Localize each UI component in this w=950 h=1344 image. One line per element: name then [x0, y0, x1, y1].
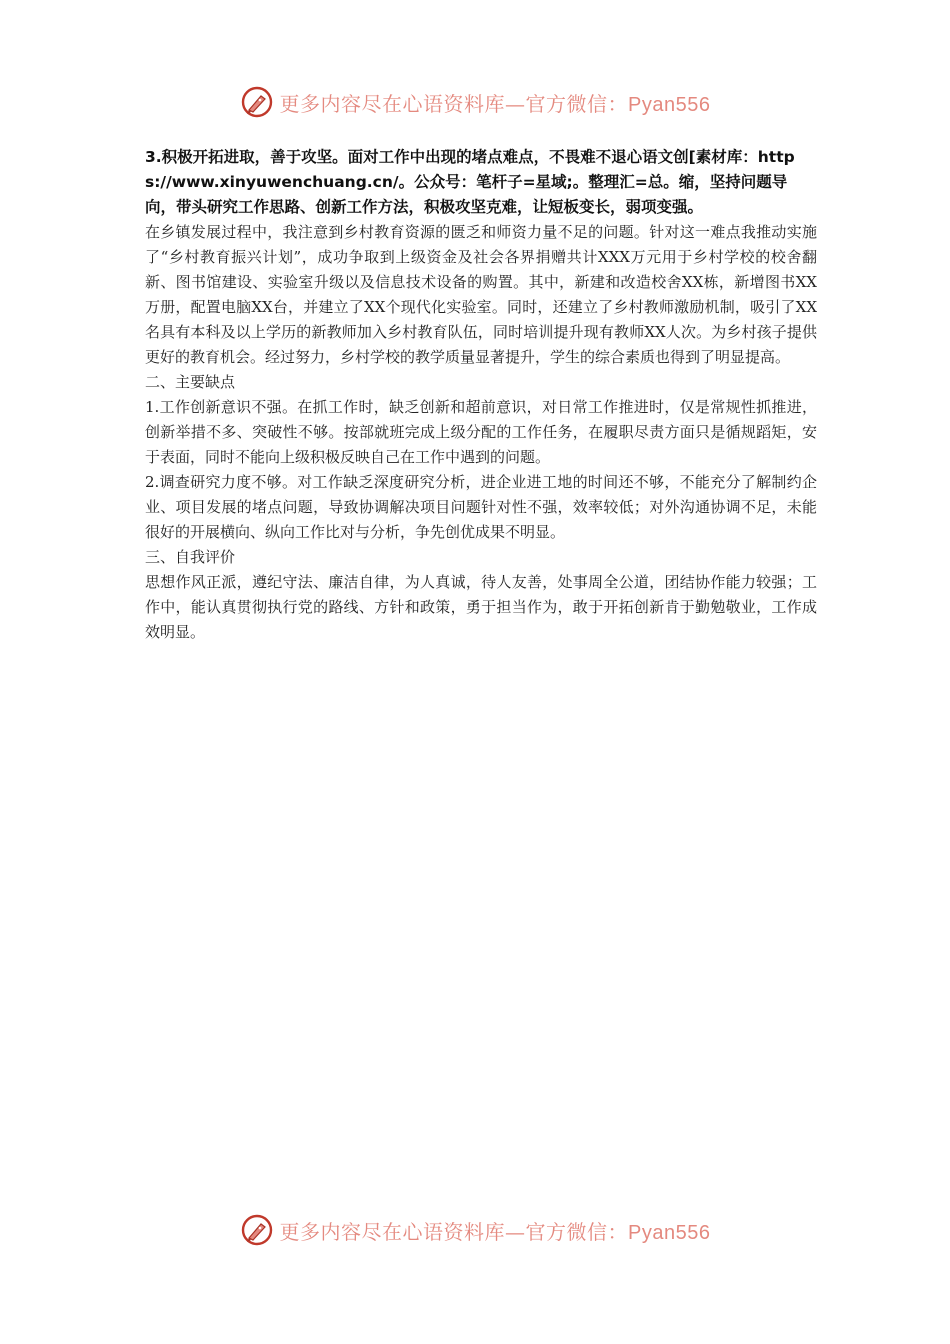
section-heading-shortcomings: 二、主要缺点 — [145, 373, 236, 391]
paragraph-innovation-weakness: 1.工作创新意识不强。在抓工作时，缺乏创新和超前意识，对日常工作推进时，仅是常规性抓推进，创新举措不多、突破性不够。按部就班完成上级分配的工作任务，在履职尽责方面只是循规蹈矩，安于表面，同时不能向上级积极反映自己在工作中遇到的问题。 — [145, 398, 817, 466]
section-heading-self-evaluation: 三、自我评价 — [145, 548, 236, 566]
pen-nib-circle-icon — [240, 1213, 274, 1247]
header-wechat-handle: Pyan556 — [628, 93, 711, 116]
header-banner — [0, 82, 950, 122]
pen-nib-circle-icon — [240, 85, 274, 119]
paragraph-rural-education: 在乡镇发展过程中，我注意到乡村教育资源的匮乏和师资力量不足的问题。针对这一难点我推动实施了“乡村教育振兴计划”，成功争取到上级资金及社会各界捐赠共计XXX万元用于乡村学校的校舍翻新、图书馆建设、实验室升级以及信息技术设备的购置。其中，新建和改造校舍XX栋，新增图书XX万册，配置电脑XX台，并建立了XX个现代化实验室。同时，还建立了乡村教师激励机制，吸引了XX名具有本科及以上学历的新教师加入乡村教育队伍，同时培训提升现有教师XX人次。为乡村孩子提供更好的教育机会。经过努力，乡村学校的教学质量显著提升，学生的综合素质也得到了明显提高。 — [145, 223, 817, 366]
paragraph-self-evaluation: 思想作风正派，遵纪守法、廉洁自律，为人真诚，待人友善，处事周全公道，团结协作能力较强；工作中，能认真贯彻执行党的路线、方针和政策，勇于担当作为，敢于开拓创新肯于勤勉敬业，工作成效明显。 — [145, 573, 817, 641]
header-text — [280, 88, 711, 117]
footer-slogan: 更多内容尽在心语资料库—官方微信： — [279, 1219, 629, 1244]
document-body — [145, 145, 817, 645]
paragraph-pioneering: 3.积极开拓进取，善于攻坚。面对工作中出现的堵点难点，不畏难不退心语文创[素材库：https://www.xinyuwenchuang.cn/。公众号：笔杆子=星域;。整理汇=总。缩，坚持问题导向，带头研究工作思路、创新工作方法，积极攻坚克难，让短板变长，弱项变强。 — [145, 148, 795, 216]
footer-banner — [0, 1210, 950, 1250]
header-slogan: 更多内容尽在心语资料库—官方微信： — [279, 91, 629, 116]
paragraph-research-weakness: 2.调查研究力度不够。对工作缺乏深度研究分析，进企业进工地的时间还不够，不能充分了解制约企业、项目发展的堵点问题，导致协调解决项目问题针对性不强，效率较低；对外沟通协调不足，未能很好的开展横向、纵向工作比对与分析，争先创优成果不明显。 — [145, 473, 817, 541]
footer-text — [280, 1216, 711, 1245]
footer-wechat-handle: Pyan556 — [628, 1221, 711, 1244]
